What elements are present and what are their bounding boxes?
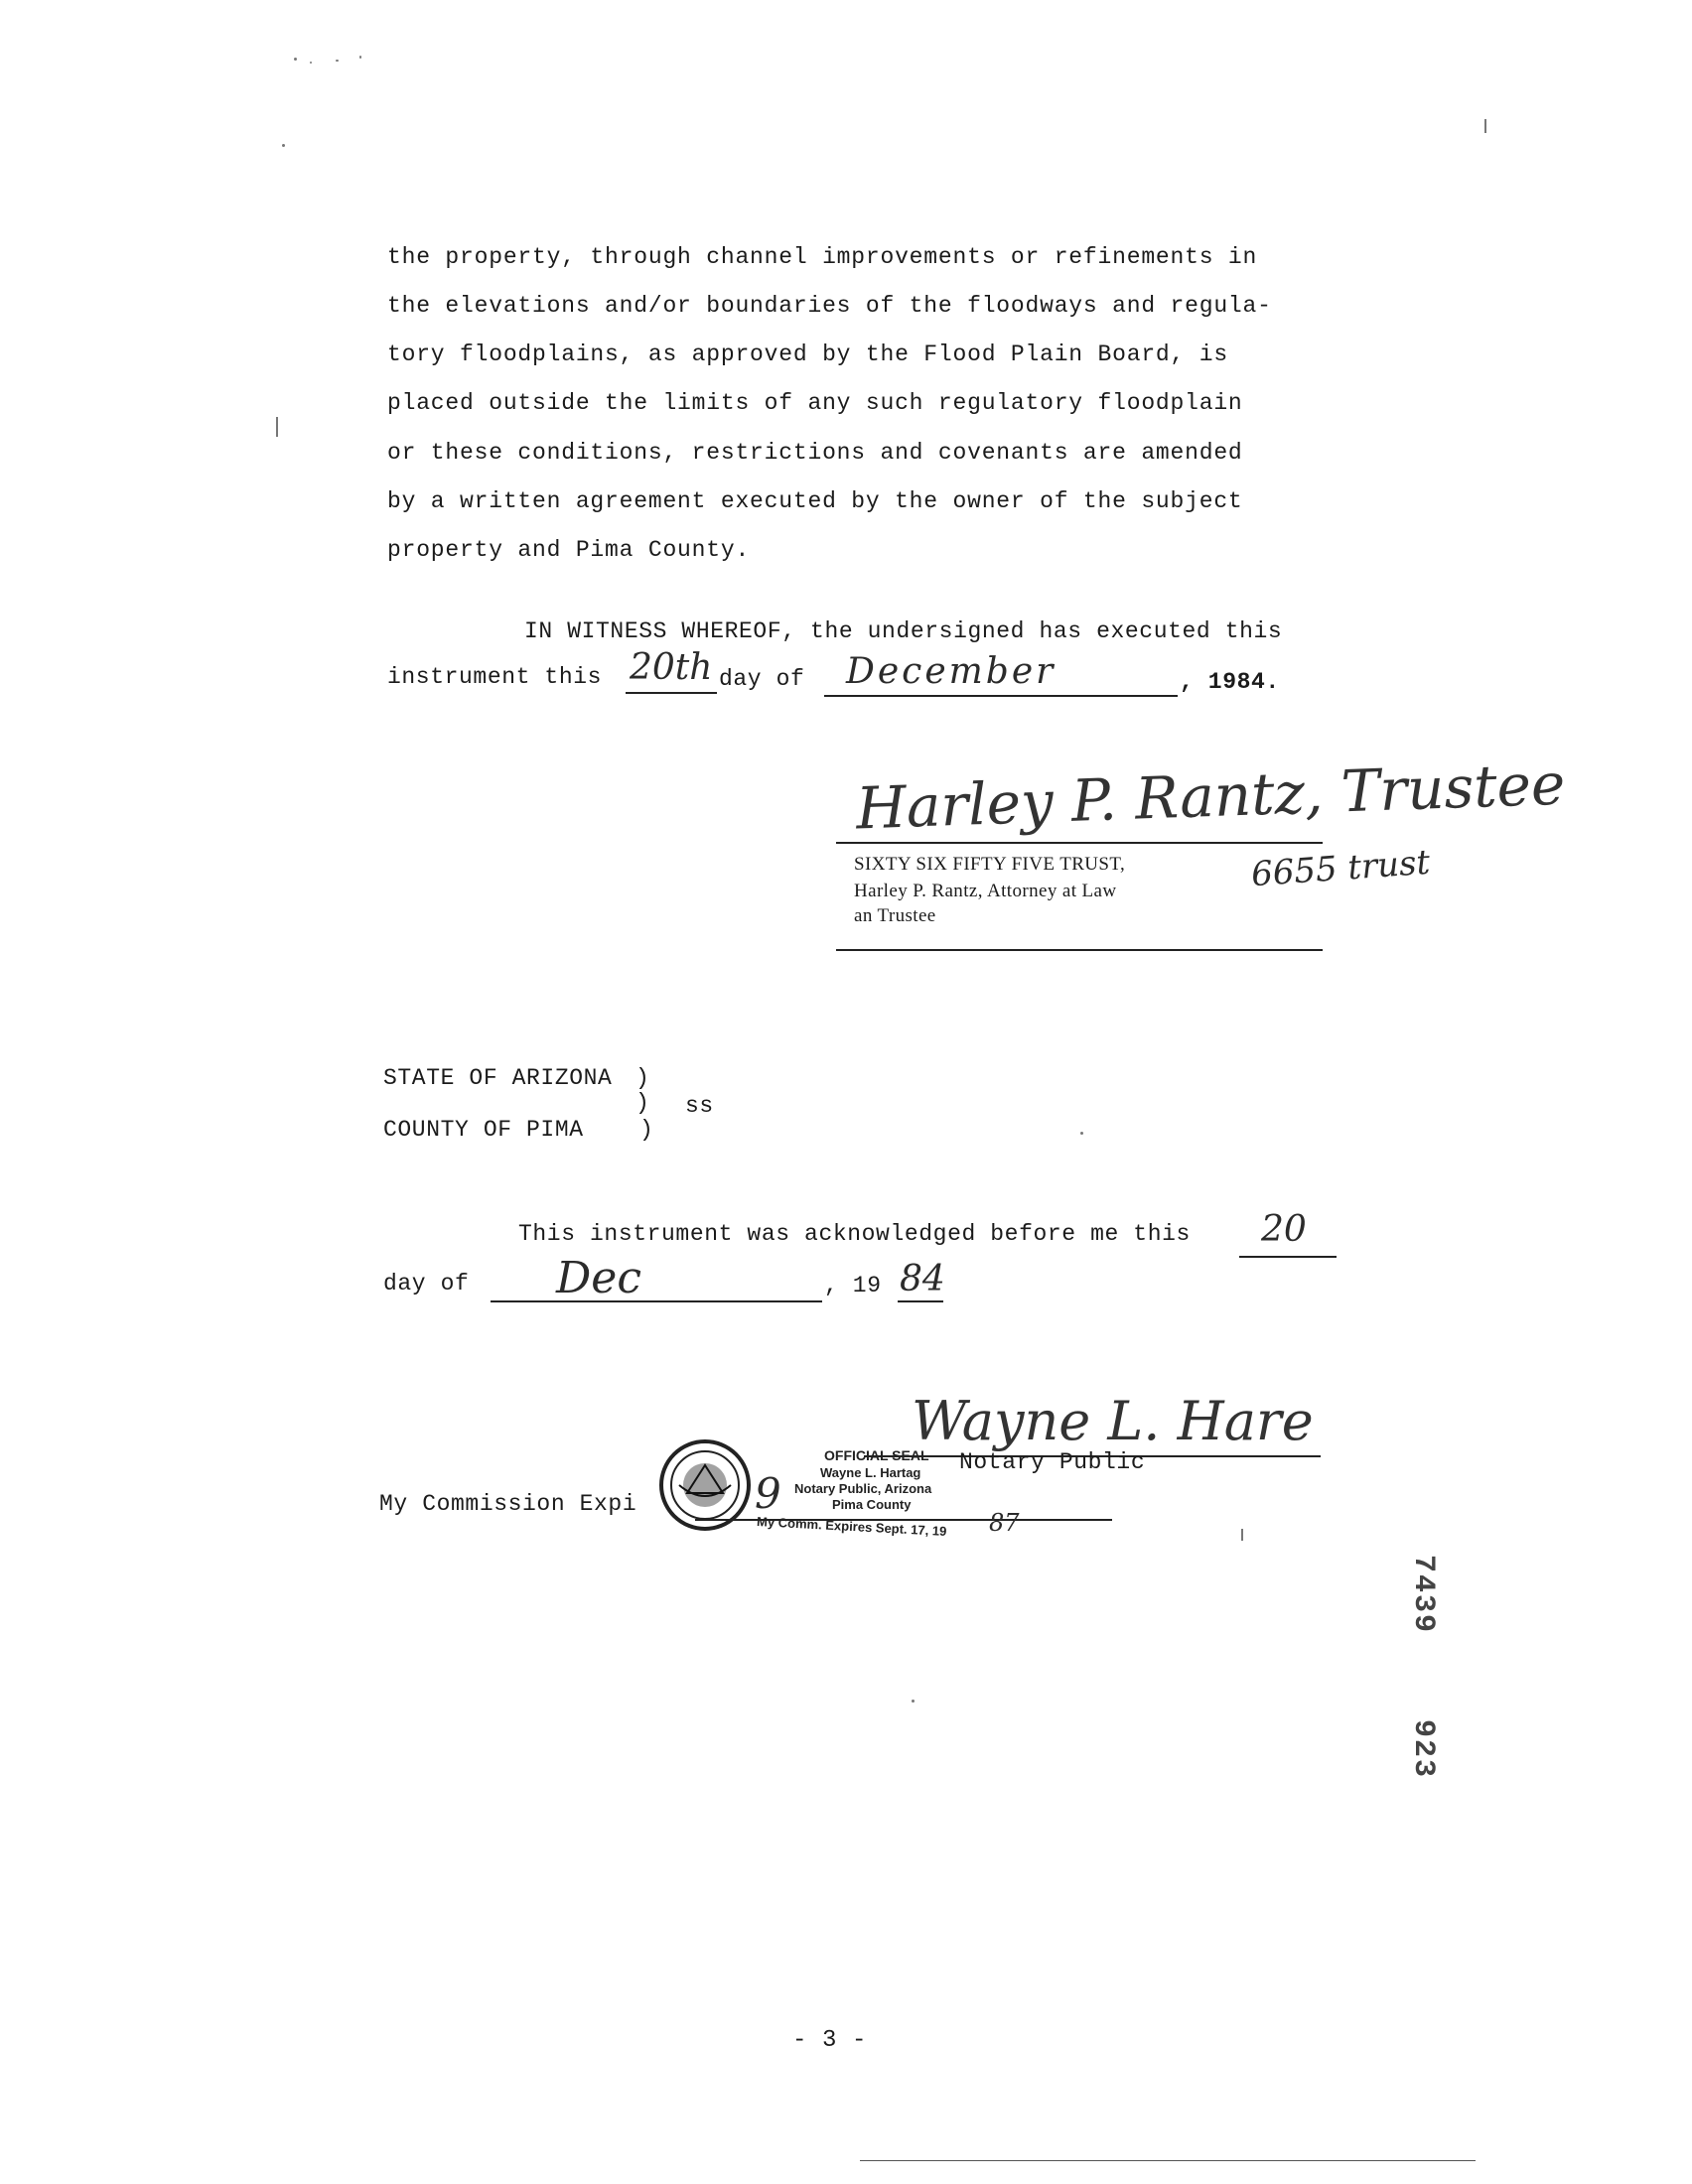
witness-instrument-text: instrument this: [387, 664, 603, 690]
commission-label: My Commission Expi: [379, 1491, 637, 1517]
trust-name: SIXTY SIX FIFTY FIVE TRUST,: [854, 854, 1126, 875]
venue-paren: ): [639, 1117, 654, 1143]
seal-official: OFFICIAL SEAL: [824, 1447, 929, 1463]
venue-paren: ): [635, 1065, 650, 1091]
scan-speck: [276, 417, 278, 437]
paragraph-line: by a written agreement executed by the owner of the subject: [387, 488, 1243, 514]
paragraph-line: or these conditions, restrictions and covenants are amended: [387, 440, 1243, 466]
ack-day-handwritten: 20: [1261, 1209, 1307, 1250]
notary-signature: Wayne L. Hare: [912, 1390, 1314, 1452]
seal-notary-public: Notary Public, Arizona: [794, 1481, 932, 1496]
seal-expiry: My Comm. Expires Sept. 17, 19: [756, 1513, 947, 1540]
venue-county: COUNTY OF PIMA: [383, 1117, 584, 1143]
scan-bottom-line: [860, 2160, 1476, 2161]
venue-state: STATE OF ARIZONA: [383, 1065, 613, 1091]
witness-line: IN WITNESS WHEREOF, the undersigned has executed this: [524, 618, 1283, 644]
ack-month-blank-line: [491, 1300, 822, 1302]
paragraph-line: the elevations and/or boundaries of the floodways and regula-: [387, 293, 1272, 319]
scan-speck: [359, 56, 361, 59]
paragraph-line: the property, through channel improvements or refinements in: [387, 244, 1258, 270]
margin-docket-number: 7439: [1406, 1555, 1440, 1635]
trustee-role: an Trustee: [854, 905, 936, 926]
margin-page-number: 923: [1406, 1719, 1440, 1780]
scan-speck: [1484, 119, 1486, 133]
ack-year-handwritten: 84: [900, 1259, 945, 1299]
venue-ss: ss: [685, 1093, 714, 1119]
ack-day-blank-line: [1239, 1256, 1337, 1258]
paragraph-line: property and Pima County.: [387, 537, 751, 563]
scan-speck: [336, 60, 339, 62]
witness-month-handwritten: December: [846, 651, 1057, 692]
signature-line: [836, 842, 1323, 844]
scan-speck: [282, 144, 285, 147]
witness-day-of: day of: [719, 666, 805, 692]
page-number: - 3 -: [792, 2027, 868, 2054]
seal-notary-name: Wayne L. Hartag: [820, 1465, 921, 1480]
scan-speck: [1241, 1529, 1243, 1541]
seal-expiry-year-handwritten: 87: [989, 1509, 1020, 1537]
notary-title: Notary Public: [959, 1449, 1146, 1475]
venue-paren: ): [635, 1090, 650, 1116]
month-blank-line: [824, 695, 1178, 697]
signature-underline: [836, 949, 1323, 951]
trustee-name: Harley P. Rantz, Attorney at Law: [854, 881, 1117, 901]
scan-speck: [310, 62, 312, 64]
acknowledgment-line: This instrument was acknowledged before me this: [518, 1221, 1191, 1247]
seal-county: Pima County: [832, 1497, 912, 1512]
witness-year: , 1984.: [1180, 669, 1280, 695]
ack-day-of: day of: [383, 1271, 470, 1297]
scan-speck: [1080, 1132, 1083, 1135]
ack-month-handwritten: Dec: [556, 1253, 641, 1303]
ack-year-blank-line: [898, 1300, 943, 1302]
scan-speck: [912, 1700, 915, 1703]
scan-speck: [294, 58, 297, 61]
paragraph-line: tory floodplains, as approved by the Flood Plain Board, is: [387, 341, 1228, 367]
trustee-signature: Harley P. Rantz, Trustee: [855, 750, 1567, 843]
witness-day-handwritten: 20th: [630, 647, 713, 688]
trust-annotation-handwritten: 6655 trust: [1249, 842, 1432, 895]
ack-year-prefix: , 19: [824, 1273, 882, 1298]
notary-seal-icon: [657, 1437, 753, 1533]
day-blank-line: [626, 692, 717, 694]
paragraph-line: placed outside the limits of any such regulatory floodplain: [387, 390, 1243, 416]
seal-mark: 9: [755, 1469, 781, 1518]
